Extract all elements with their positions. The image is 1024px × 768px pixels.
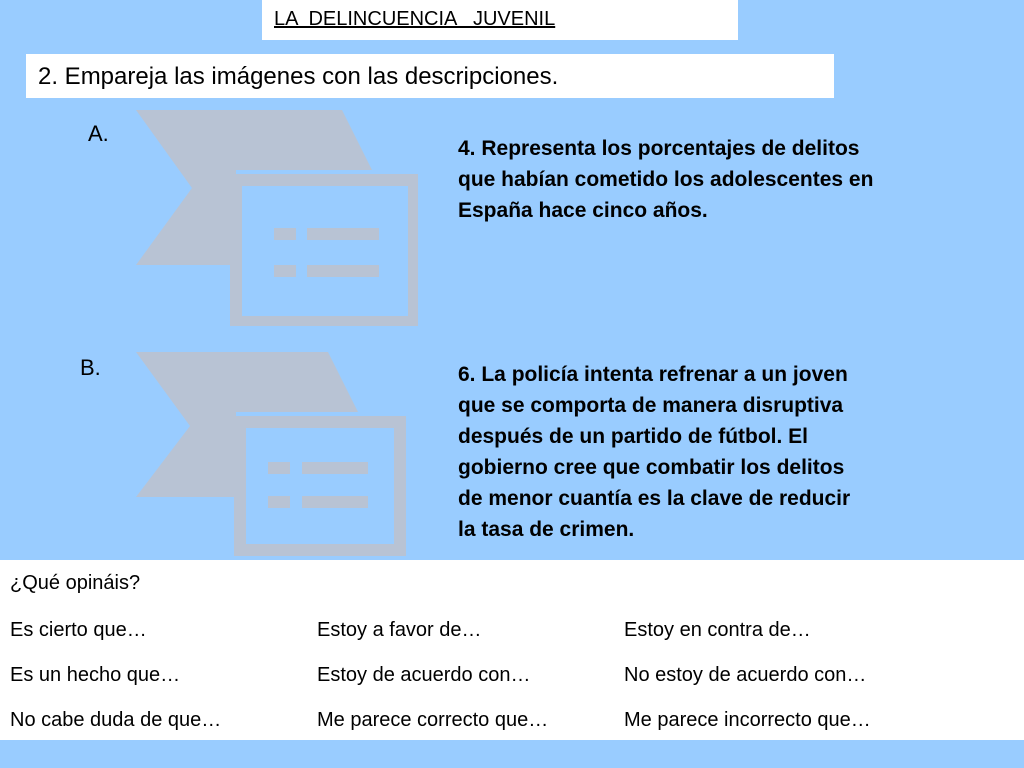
description-line: que se comporta de manera disruptiva	[458, 394, 844, 417]
description-line: 6. La policía intenta refrenar a un joven	[458, 363, 848, 386]
flag-shape	[136, 110, 372, 265]
description-line: 4. Representa los porcentajes de delitos	[458, 137, 860, 160]
description-line: España hace cinco años.	[458, 199, 708, 222]
page-title: LA DELINCUENCIA JUVENIL	[274, 8, 556, 30]
description-line: de menor cuantía es la clave de reducir	[458, 487, 851, 510]
opinion-phrase: No cabe duda de que…	[10, 709, 222, 731]
description-line: gobierno cree que combatir los delitos	[458, 456, 845, 479]
item-b-letter: B.	[80, 355, 101, 380]
picture-placeholder-icon	[132, 352, 408, 556]
list-bullet	[268, 462, 290, 474]
opinion-phrase: Estoy a favor de…	[317, 619, 482, 641]
opinion-phrase: Me parece incorrecto que…	[624, 709, 871, 731]
frame-shape	[240, 422, 400, 550]
item-a-description	[458, 133, 873, 226]
instruction-text: 2. Empareja las imágenes con las descripciones.	[38, 63, 559, 90]
instruction-box	[26, 54, 834, 98]
opinion-phrase: Me parece correcto que…	[317, 709, 549, 731]
item-b-description	[458, 359, 850, 545]
description-line: después de un partido de fútbol. El	[458, 425, 809, 448]
list-line	[302, 462, 368, 474]
opinion-phrase: Estoy de acuerdo con…	[317, 664, 531, 686]
opinion-phrase: No estoy de acuerdo con…	[624, 664, 867, 686]
opinion-question: ¿Qué opináis?	[10, 572, 141, 594]
list-line	[307, 228, 379, 240]
list-bullet	[274, 228, 296, 240]
list-line	[302, 496, 368, 508]
opinion-panel	[0, 560, 1024, 740]
opinion-phrase: Es un hecho que…	[10, 664, 181, 686]
description-line: la tasa de crimen.	[458, 518, 635, 541]
frame-shape	[236, 180, 414, 322]
list-bullet	[274, 265, 296, 277]
picture-placeholder-icon	[132, 110, 418, 326]
list-bullet	[268, 496, 290, 508]
opinion-phrase: Es cierto que…	[10, 619, 147, 641]
opinion-phrase: Estoy en contra de…	[624, 619, 811, 641]
item-a-letter: A.	[88, 121, 109, 146]
description-line: que habían cometido los adolescentes en	[458, 168, 874, 191]
title-box	[262, 0, 738, 40]
list-line	[307, 265, 379, 277]
